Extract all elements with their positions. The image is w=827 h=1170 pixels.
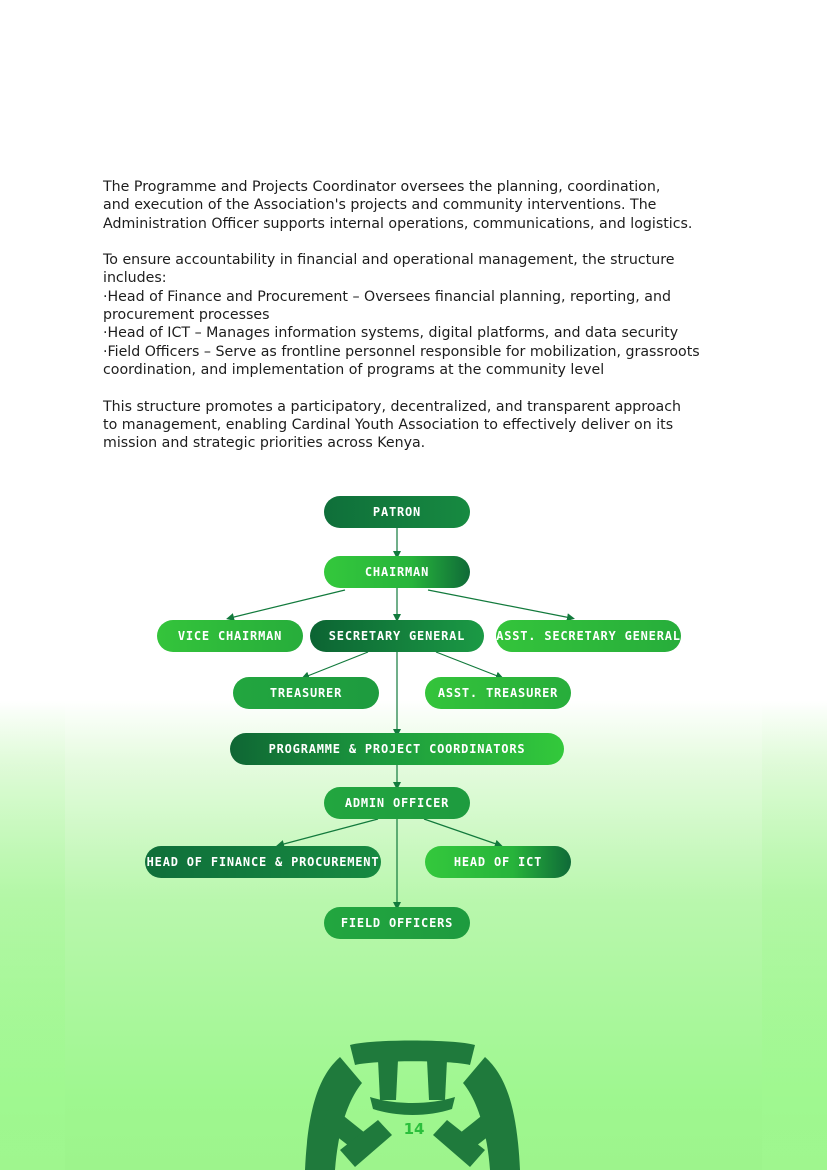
node-vice-chairman: VICE CHAIRMAN (157, 620, 303, 652)
text-line: to management, enabling Cardinal Youth Association to effectively deliver on its (103, 416, 674, 433)
node-field-officers: FIELD OFFICERS (324, 907, 470, 939)
text-line: ·Field Officers – Serve as frontline personnel responsible for mobilization, grassroots (103, 343, 700, 360)
node-asst-secretary-general: ASST. SECRETARY GENERAL (496, 620, 681, 652)
node-patron: PATRON (324, 496, 470, 528)
node-asst-treasurer: ASST. TREASURER (425, 677, 571, 709)
node-chairman: CHAIRMAN (324, 556, 470, 588)
node-admin-officer: ADMIN OFFICER (324, 787, 470, 819)
association-emblem-icon (300, 1035, 525, 1170)
text-line: coordination, and implementation of programs at the community level (103, 361, 605, 378)
node-head-finance: HEAD OF FINANCE & PROCUREMENT (145, 846, 381, 878)
page-number: 14 (403, 1120, 425, 1138)
text-line: Administration Officer supports internal operations, communications, and logistics. (103, 215, 693, 232)
text-line: This structure promotes a participatory, decentralized, and transparent approach (103, 398, 681, 415)
text-line: ·Head of Finance and Procurement – Oversees financial planning, reporting, and (103, 288, 671, 305)
node-programme-coordinators: PROGRAMME & PROJECT COORDINATORS (230, 733, 564, 765)
text-line: procurement processes (103, 307, 270, 324)
text-line: ·Head of ICT – Manages information systems, digital platforms, and data security (103, 325, 679, 342)
text-line: includes: (103, 270, 167, 287)
node-head-ict: HEAD OF ICT (425, 846, 571, 878)
text-line: The Programme and Projects Coordinator oversees the planning, coordination, (103, 179, 661, 195)
node-secretary-general: SECRETARY GENERAL (310, 620, 484, 652)
text-line: mission and strategic priorities across Kenya. (103, 435, 426, 452)
node-treasurer: TREASURER (233, 677, 379, 709)
text-line: To ensure accountability in financial and operational management, the structure (103, 252, 675, 269)
text-line: and execution of the Association's projects and community interventions. The (103, 197, 657, 214)
